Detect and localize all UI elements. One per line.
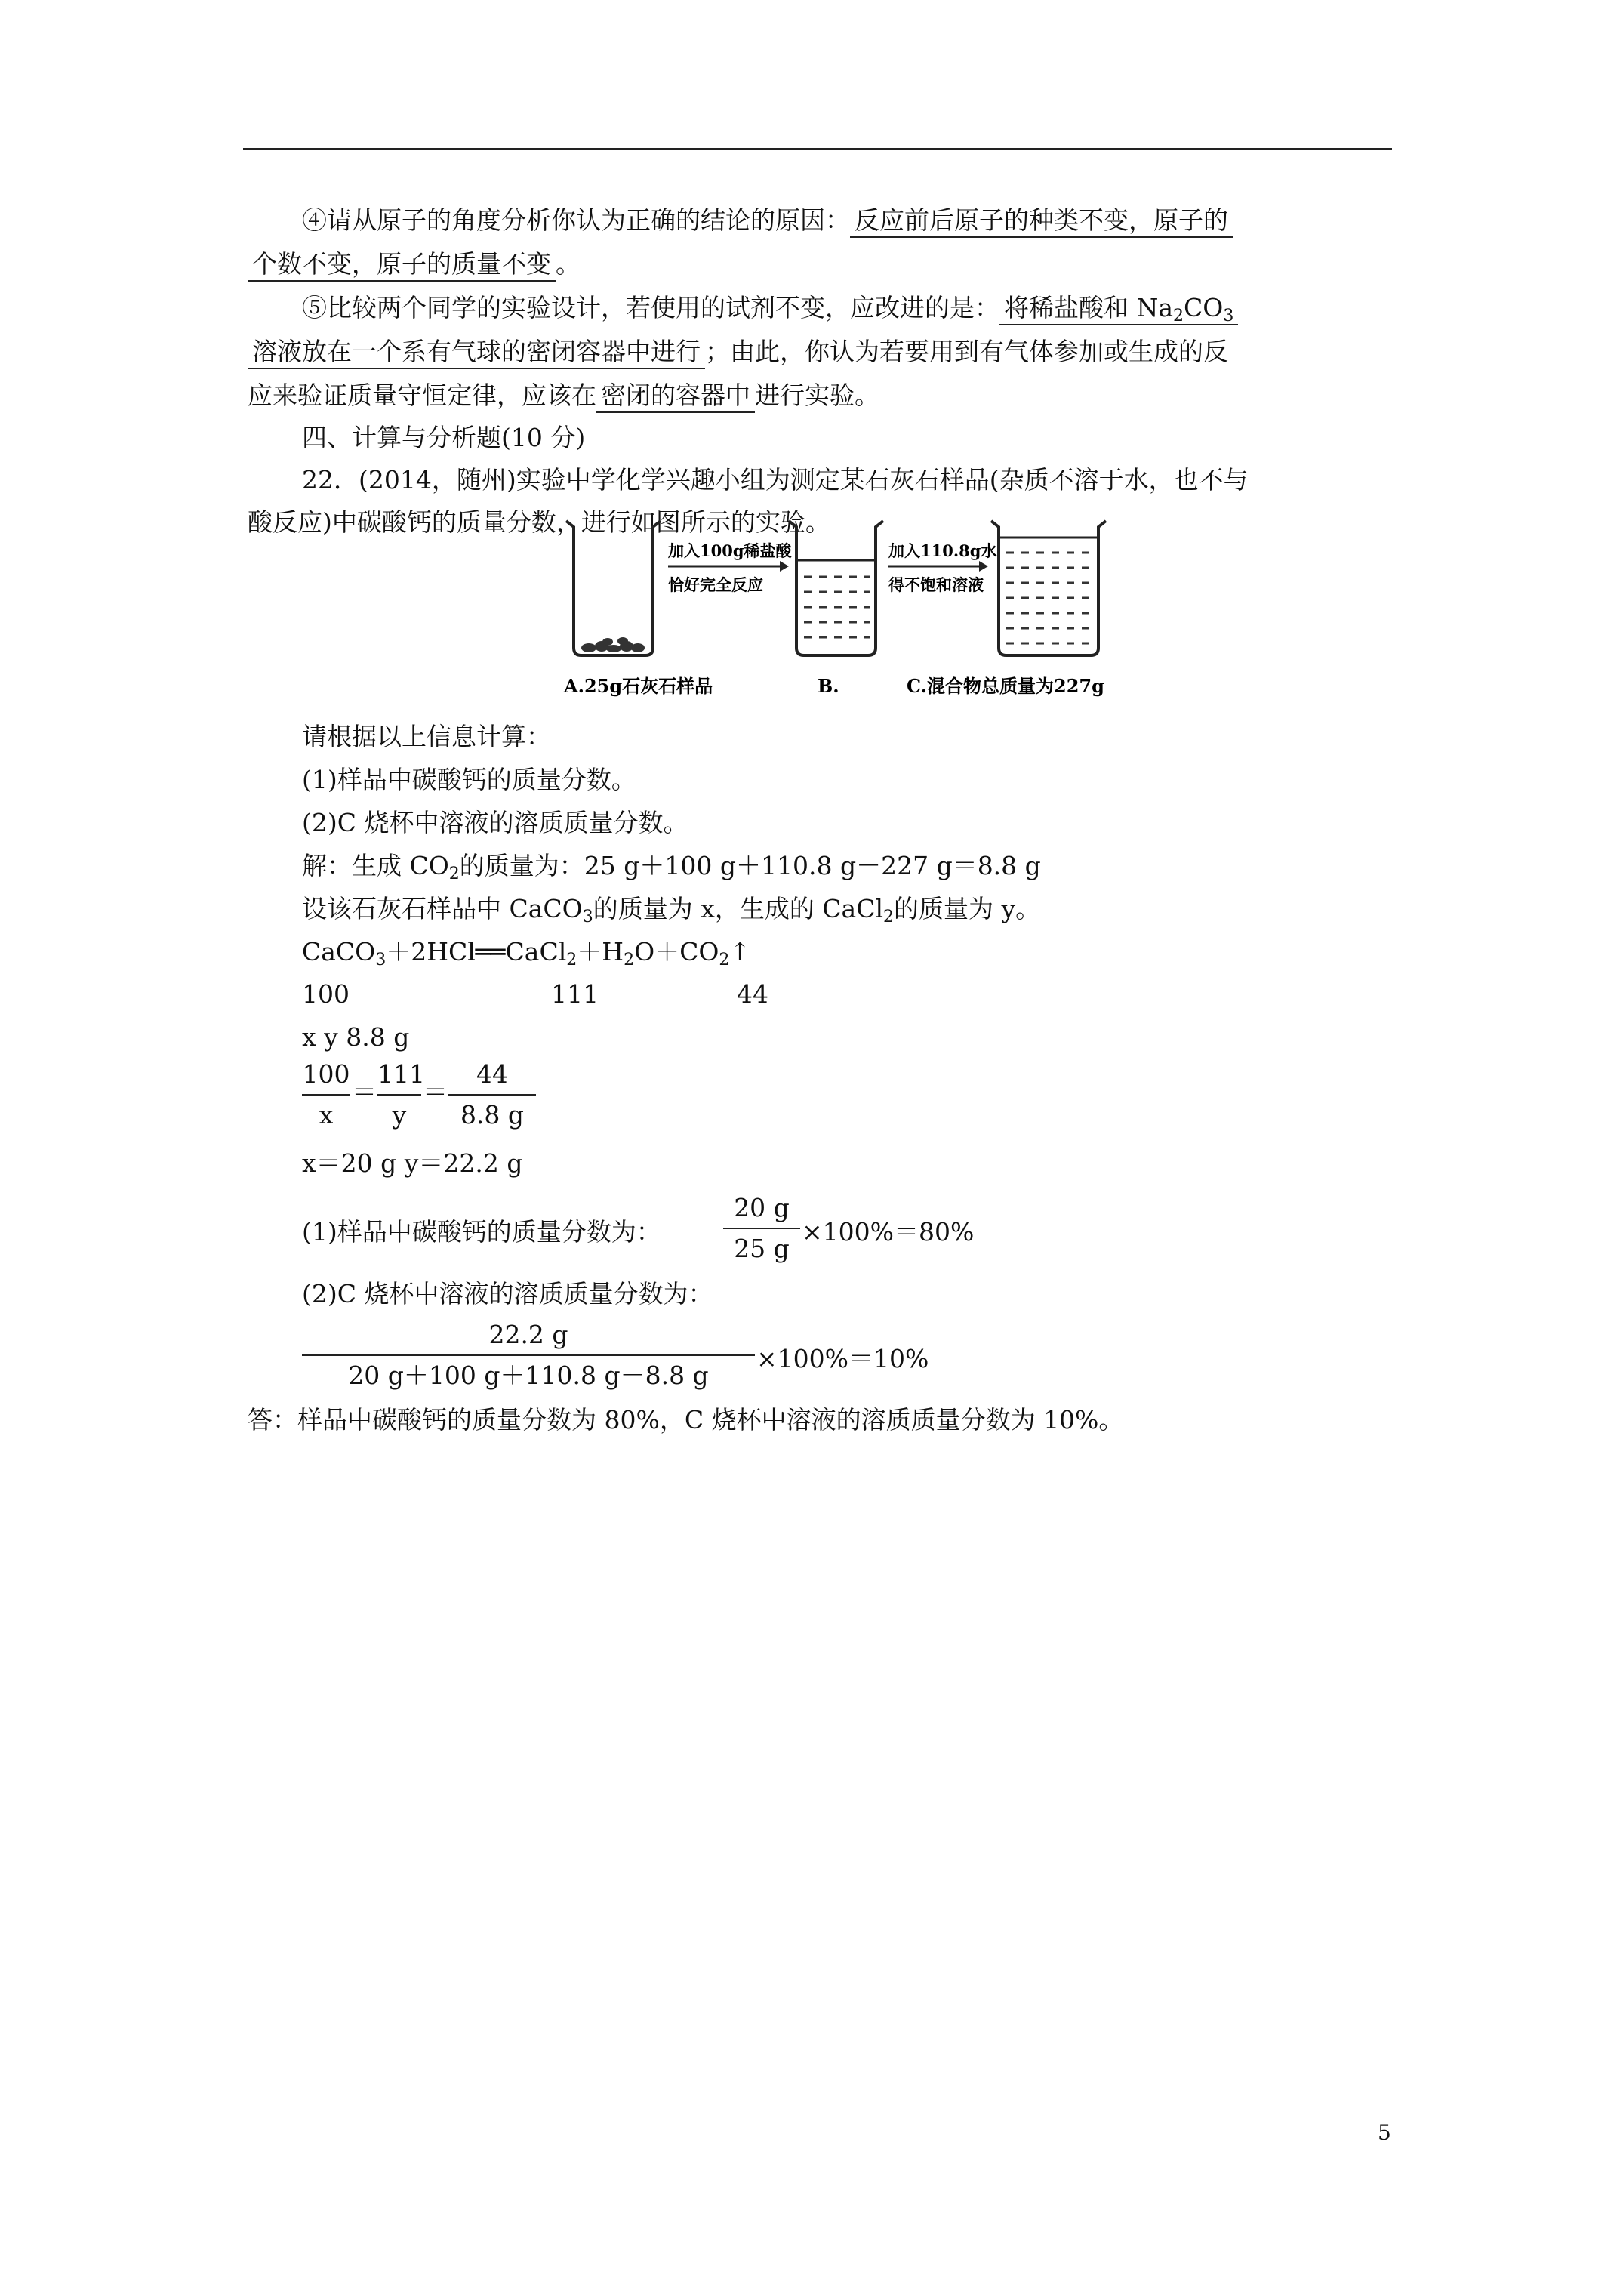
molar-mass-100: 100 — [302, 979, 350, 1009]
item5-answer-b: 溶液放在一个系有气球的密闭容器中进行 — [248, 337, 705, 369]
item5-line1 — [302, 293, 1238, 323]
result1-fraction: 20 g 25 g — [723, 1193, 800, 1264]
arrow2-bottom-label: 得不饱和溶液 — [888, 575, 984, 594]
item4-line1 — [302, 205, 1233, 236]
equals-sign-1: ＝ — [352, 1077, 377, 1107]
item4-prefix: ④请从原子的角度分析你认为正确的结论的原因： — [302, 205, 850, 235]
item5-prefix: ⑤比较两个同学的实验设计，若使用的试剂不变，应改进的是： — [302, 293, 999, 322]
beaker-b — [789, 521, 883, 655]
beaker-c — [991, 521, 1106, 655]
result2-prefix: (2)C 烧杯中溶液的溶质质量分数为： — [302, 1279, 713, 1308]
solution-let: 设该石灰石样品中 CaCO$_3$的质量为 x，生成的 CaCl$_2$的质量为 y。 — [302, 894, 1041, 926]
item5-answer-a: 将稀盐酸和 $Na_2CO_3$ — [999, 293, 1238, 325]
arrow-1 — [668, 541, 793, 594]
experiment-diagram — [562, 513, 1144, 702]
header-rule — [243, 148, 1392, 150]
arrow1-top-label: 加入100g稀盐酸 — [668, 541, 792, 560]
xy-result: x＝20 g y＝22.2 g — [302, 1148, 523, 1178]
result1-prefix: (1)样品中碳酸钙的质量分数为： — [302, 1217, 661, 1247]
section4-title: 四、计算与分析题(10 分) — [302, 423, 586, 452]
solution-ask2: (2)C 烧杯中溶液的溶质质量分数。 — [302, 808, 688, 837]
variable-line: x y 8.8 g — [302, 1022, 410, 1052]
item5-answer-c: 密闭的容器中 — [596, 381, 755, 413]
result2-suffix: ×100%＝10% — [756, 1344, 929, 1373]
arrow2-top-label: 加入110.8g水 — [888, 541, 997, 560]
arrow1-bottom-label: 恰好完全反应 — [668, 575, 763, 594]
ratio-fraction-3: 44 8.8 g — [448, 1059, 536, 1130]
ratio-fraction-1: 100 x — [302, 1059, 350, 1130]
chemical-equation: $CaCO_3+2HCl══CaCl_2+H_2O+CO_2↑$ — [302, 937, 751, 969]
label-b: B. — [818, 675, 839, 697]
solution-prompt: 请根据以上信息计算： — [302, 722, 551, 751]
equals-sign-2: ＝ — [423, 1077, 448, 1107]
q22-line2: 酸反应)中碳酸钙的质量分数，进行如图所示的实验。 — [248, 507, 830, 537]
item5-line3: 应来验证质量守恒定律，应该在 密闭的容器中 进行实验。 — [248, 381, 879, 411]
limestone-sample — [581, 637, 645, 652]
item4-line2: 个数不变，原子的质量不变 。 — [248, 249, 581, 279]
page-number: 5 — [1378, 2120, 1391, 2145]
result1-suffix: ×100%＝80% — [802, 1217, 975, 1247]
solution-co2-mass: 解：生成 $CO_2$的质量为：25 g＋100 g＋110.8 g－227 g＝8.8 g — [302, 851, 1041, 883]
label-c: C.混合物总质量为227g — [907, 675, 1104, 697]
beaker-a — [566, 521, 661, 655]
ratio-fraction-2: 111 y — [377, 1059, 425, 1130]
item4-answer-b: 个数不变，原子的质量不变 — [248, 249, 556, 282]
liquid-c — [1006, 553, 1092, 643]
molar-mass-44: 44 — [737, 979, 768, 1009]
q22-line1: 22．(2014，随州)实验中学化学兴趣小组为测定某石灰石样品(杂质不溶于水，也不与 — [302, 465, 1249, 495]
solution-ask1: (1)样品中碳酸钙的质量分数。 — [302, 765, 636, 794]
label-a: A.25g石灰石样品 — [564, 675, 713, 697]
molar-mass-111: 111 — [551, 979, 599, 1009]
final-answer: 答：样品中碳酸钙的质量分数为 80%，C 烧杯中溶液的溶质质量分数为 10%。 — [248, 1405, 1124, 1435]
liquid-b — [804, 577, 870, 637]
item5-line2: 溶液放在一个系有气球的密闭容器中进行 ；由此，你认为若要用到有气体参加或生成的反 — [248, 337, 1228, 367]
arrow-2 — [888, 541, 996, 594]
item4-answer-a: 反应前后原子的种类不变，原子的 — [850, 205, 1233, 238]
result2-fraction: 22.2 g 20 g＋100 g＋110.8 g－8.8 g — [302, 1320, 755, 1391]
